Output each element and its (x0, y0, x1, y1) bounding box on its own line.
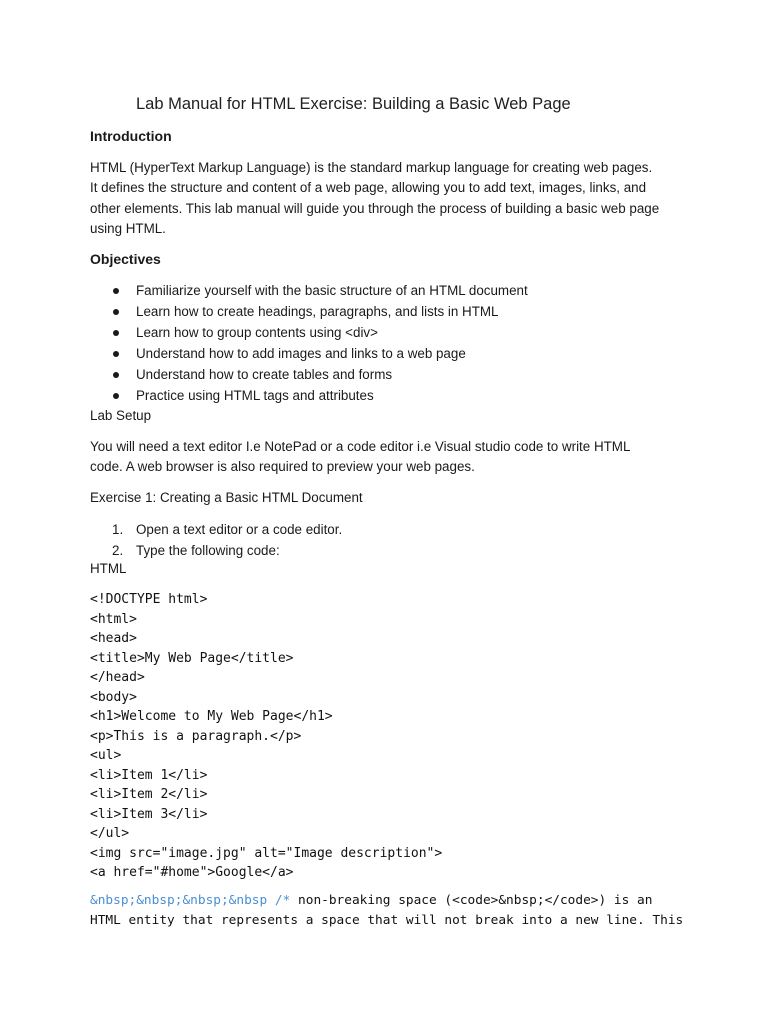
code-line: <html> (90, 611, 137, 627)
lab-setup-paragraph (90, 437, 690, 478)
introduction-heading: Introduction (90, 128, 172, 144)
list-item: Familiarize yourself with the basic structure of an HTML document (90, 280, 528, 301)
objectives-list (90, 280, 528, 407)
code-line: <a href="#home">Google</a> (90, 865, 294, 880)
bullet-icon (113, 351, 119, 357)
list-item: Practice using HTML tags and attributes (90, 385, 528, 406)
code-line: <img src="image.jpg" alt="Image description"> (90, 845, 443, 861)
comment-prefix: &nbsp;&nbsp;&nbsp;&nbsp /* (90, 893, 291, 908)
list-item: Learn how to group contents using <div> (90, 322, 528, 343)
bullet-icon (113, 288, 119, 294)
code-line: <p>This is a paragraph.</p> (90, 728, 302, 744)
exercise1-heading: Exercise 1: Creating a Basic HTML Document (90, 490, 363, 505)
code-line: <li>Item 2</li> (90, 787, 208, 802)
list-item: Understand how to create tables and forms (90, 364, 528, 385)
code-line: <li>Item 1</li> (90, 767, 208, 783)
code-line: <h1>Welcome to My Web Page</h1> (90, 709, 333, 724)
lab-setup-line: code. A web browser is also required to preview your web pages. (90, 459, 475, 475)
code-block (90, 590, 442, 883)
exercise1-steps (90, 519, 342, 561)
introduction-line: other elements. This lab manual will guide you through the process of building a basic web page (90, 200, 660, 216)
bullet-icon (113, 309, 119, 315)
comment-text: HTML entity that represents a space that will not break into a new line. This (90, 913, 684, 928)
introduction-line: It defines the structure and content of a web page, allowing you to add text, images, links, and (90, 180, 647, 196)
introduction-line: HTML (HyperText Markup Language) is the standard markup language for creating web pages. (90, 160, 653, 175)
code-comment (90, 891, 683, 931)
comment-text: non-breaking space (<code>&nbsp;</code>) is an (290, 893, 653, 908)
document-title: Lab Manual for HTML Exercise: Building a Basic Web Page (136, 95, 571, 113)
bullet-icon (113, 393, 119, 399)
code-line: </head> (90, 670, 145, 685)
list-item: Understand how to add images and links to a web page (90, 343, 528, 364)
objectives-heading: Objectives (90, 251, 161, 267)
list-item: Learn how to create headings, paragraphs, and lists in HTML (90, 301, 528, 322)
code-line: </ul> (90, 826, 130, 841)
introduction-line: using HTML. (90, 220, 166, 236)
list-item: 1. Open a text editor or a code editor. (112, 522, 343, 537)
code-line: <head> (90, 631, 137, 646)
code-line: <body> (90, 689, 137, 705)
list-item: 2. Type the following code: (112, 543, 280, 559)
lab-setup-heading: Lab Setup (90, 408, 152, 423)
bullet-icon (113, 372, 119, 378)
code-line: <li>Item 3</li> (90, 806, 208, 822)
code-line: <title>My Web Page</title> (90, 650, 294, 666)
lab-setup-line: You will need a text editor I.e NotePad or a code editor i.e Visual studio code to write HTML (90, 439, 631, 454)
code-line: <ul> (90, 748, 122, 763)
introduction-paragraph (90, 158, 690, 239)
code-language-label: HTML (90, 561, 127, 576)
code-line: <!DOCTYPE html> (90, 592, 208, 607)
bullet-icon (113, 330, 119, 336)
